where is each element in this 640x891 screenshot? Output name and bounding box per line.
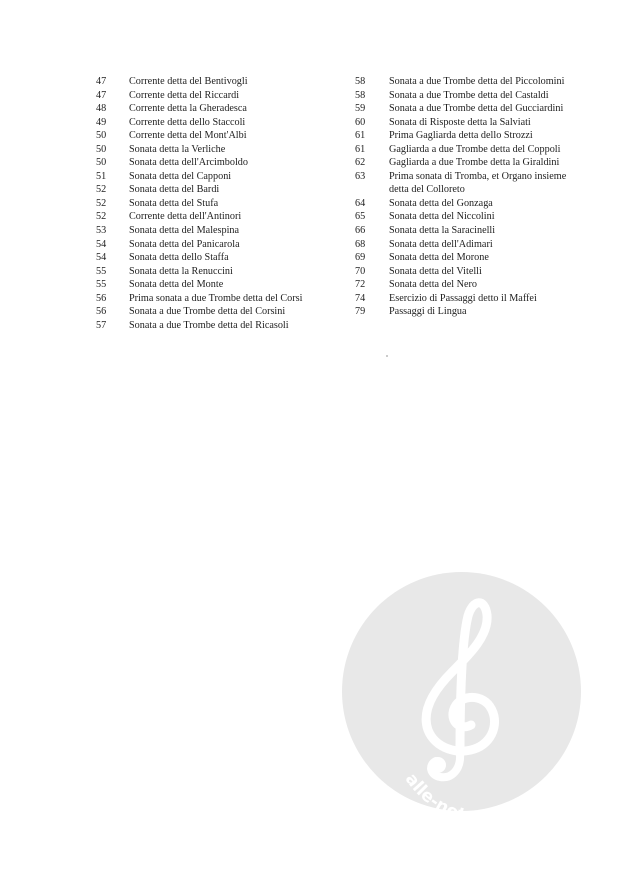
toc-title: Sonata detta la Verliche: [129, 143, 226, 155]
toc-entry: [96, 319, 346, 333]
toc-title: Sonata detta dello Staffa: [129, 252, 229, 264]
toc-title: Sonata detta dell'Arcimboldo: [129, 157, 248, 169]
toc-entry: [355, 210, 625, 224]
toc-entry: [96, 292, 346, 306]
toc-entry: [96, 102, 346, 116]
toc-entry: [355, 143, 625, 157]
toc-page-number: 66: [355, 225, 366, 237]
toc-entry: [355, 224, 625, 238]
toc-page-number: 52: [96, 184, 107, 196]
toc-page-number: 49: [96, 116, 107, 128]
toc-page-number: 64: [355, 197, 366, 209]
toc-page-number: 56: [96, 306, 107, 318]
toc-entry: [355, 197, 625, 211]
toc-entry: [355, 265, 625, 279]
toc-title: Corrente detta del Bentivogli: [129, 76, 248, 87]
toc-title: Sonata detta del Bardi: [129, 184, 220, 196]
toc-title: Sonata a due Trombe detta del Piccolomini: [389, 76, 565, 87]
toc-page-number: 74: [355, 292, 366, 304]
toc-page-number: 70: [355, 265, 366, 277]
toc-entry: [96, 75, 346, 89]
toc-title: Sonata a due Trombe detta del Corsini: [129, 306, 286, 318]
toc-title: Sonata detta dell'Adimari: [389, 238, 493, 250]
toc-page-number: 61: [355, 130, 366, 142]
toc-page-number: 54: [96, 238, 107, 250]
toc-title: Sonata detta del Monte: [129, 279, 224, 291]
toc-entry: [96, 89, 346, 103]
toc-page-number: 72: [355, 279, 366, 291]
toc-title: Corrente detta dello Staccoli: [129, 116, 246, 128]
toc-page-number: 61: [355, 143, 366, 155]
toc-entry: [355, 278, 625, 292]
toc-title: Corrente detta la Gheradesca: [129, 103, 247, 115]
toc-entry: [96, 278, 346, 292]
toc-page-number: 79: [355, 306, 366, 318]
toc-title: Sonata detta la Saracinelli: [389, 225, 496, 237]
toc-entry: [96, 210, 346, 224]
toc-entry: [355, 251, 625, 265]
toc-title: Sonata detta la Renuccini: [129, 265, 233, 277]
toc-entry: [96, 183, 346, 197]
toc-title: Sonata detta del Niccolini: [389, 211, 495, 223]
toc-title: Sonata a due Trombe detta del Ricasoli: [129, 319, 289, 331]
toc-title: Esercizio di Passaggi detto il Maffei: [389, 292, 537, 304]
toc-title: Corrente detta del Riccardi: [129, 89, 240, 101]
toc-page-number: 50: [96, 157, 107, 169]
toc-page-number: 65: [355, 211, 366, 223]
toc-page-number: 58: [355, 76, 366, 87]
toc-page-number: 51: [96, 170, 107, 182]
toc-page-number: 55: [96, 265, 107, 277]
treble-clef-icon: [342, 572, 581, 811]
toc-entry: [96, 238, 346, 252]
toc-entry: [96, 305, 346, 319]
toc-title: Sonata detta del Gonzaga: [389, 197, 493, 209]
toc-page-number: 63: [355, 170, 366, 182]
toc-page-number: 55: [96, 279, 107, 291]
toc-entry: [355, 102, 625, 116]
toc-page-number: 57: [96, 319, 107, 331]
watermark-logo: [342, 572, 581, 811]
toc-title: Prima Gagliarda detta dello Strozzi: [389, 130, 533, 142]
toc-title: Sonata detta del Morone: [389, 252, 489, 264]
toc-title: Gagliarda a due Trombe detta del Coppoli: [389, 143, 561, 155]
toc-title: Prima sonata di Tromba, et Organo insieme detta del Colloreto: [389, 170, 567, 196]
toc-page-number: 62: [355, 157, 366, 169]
toc-page-number: 60: [355, 116, 366, 128]
toc-entry: [355, 238, 625, 252]
toc-page-number: 48: [96, 103, 107, 115]
toc-entry: [96, 129, 346, 143]
toc-entry: [355, 292, 625, 306]
toc-page-number: 47: [96, 76, 107, 87]
toc-page-number: 59: [355, 103, 366, 115]
toc-page-number: 69: [355, 252, 366, 264]
toc-page-number: 56: [96, 292, 107, 304]
toc-title: Sonata detta del Capponi: [129, 170, 232, 182]
toc-title: Sonata a due Trombe detta del Castaldi: [389, 89, 549, 101]
toc-entry: [355, 129, 625, 143]
toc-page-number: 47: [96, 89, 107, 101]
toc-title: Sonata detta del Stufa: [129, 197, 219, 209]
toc-left-column: [96, 75, 346, 332]
toc-title: Sonata detta del Vitelli: [389, 265, 482, 277]
toc-title: Prima sonata a due Trombe detta del Corsi: [129, 292, 303, 304]
toc-page-number: 50: [96, 143, 107, 155]
toc-title: Passaggi di Lingua: [389, 306, 467, 318]
toc-entry: [96, 116, 346, 130]
toc-page-number: 54: [96, 252, 107, 264]
toc-entry: [355, 305, 625, 319]
toc-page-number: 68: [355, 238, 366, 250]
toc-title: Sonata detta del Malespina: [129, 225, 240, 237]
toc-title: Sonata detta del Panicarola: [129, 238, 240, 250]
toc-title: Gagliarda a due Trombe detta la Giraldini: [389, 157, 560, 169]
toc-entry: [96, 265, 346, 279]
toc-title: Sonata a due Trombe detta del Gucciardini: [389, 103, 564, 115]
toc-entry: [96, 156, 346, 170]
toc-page-number: 52: [96, 211, 107, 223]
toc-page-number: 50: [96, 130, 107, 142]
toc-title: Corrente detta dell'Antinori: [129, 211, 242, 223]
toc-entry: [96, 143, 346, 157]
toc-entry: [355, 75, 625, 89]
toc-entry: [96, 170, 346, 184]
toc-entry: [96, 224, 346, 238]
toc-entry: [96, 197, 346, 211]
stray-mark: [386, 355, 388, 357]
toc-page-number: 52: [96, 197, 107, 209]
toc-entry: [355, 170, 625, 197]
toc-page-number: 58: [355, 89, 366, 101]
toc-right-column: [355, 75, 625, 319]
toc-entry: [96, 251, 346, 265]
toc-entry: [355, 89, 625, 103]
toc-entry: [355, 116, 625, 130]
watermark-text: alle-n: [400, 769, 453, 811]
toc-title: Sonata detta del Nero: [389, 279, 477, 291]
toc-title: Corrente detta del Mont'Albi: [129, 130, 247, 142]
toc-entry: [355, 156, 625, 170]
toc-page-number: 53: [96, 225, 107, 237]
toc-title: Sonata di Risposte detta la Salviati: [389, 116, 531, 128]
